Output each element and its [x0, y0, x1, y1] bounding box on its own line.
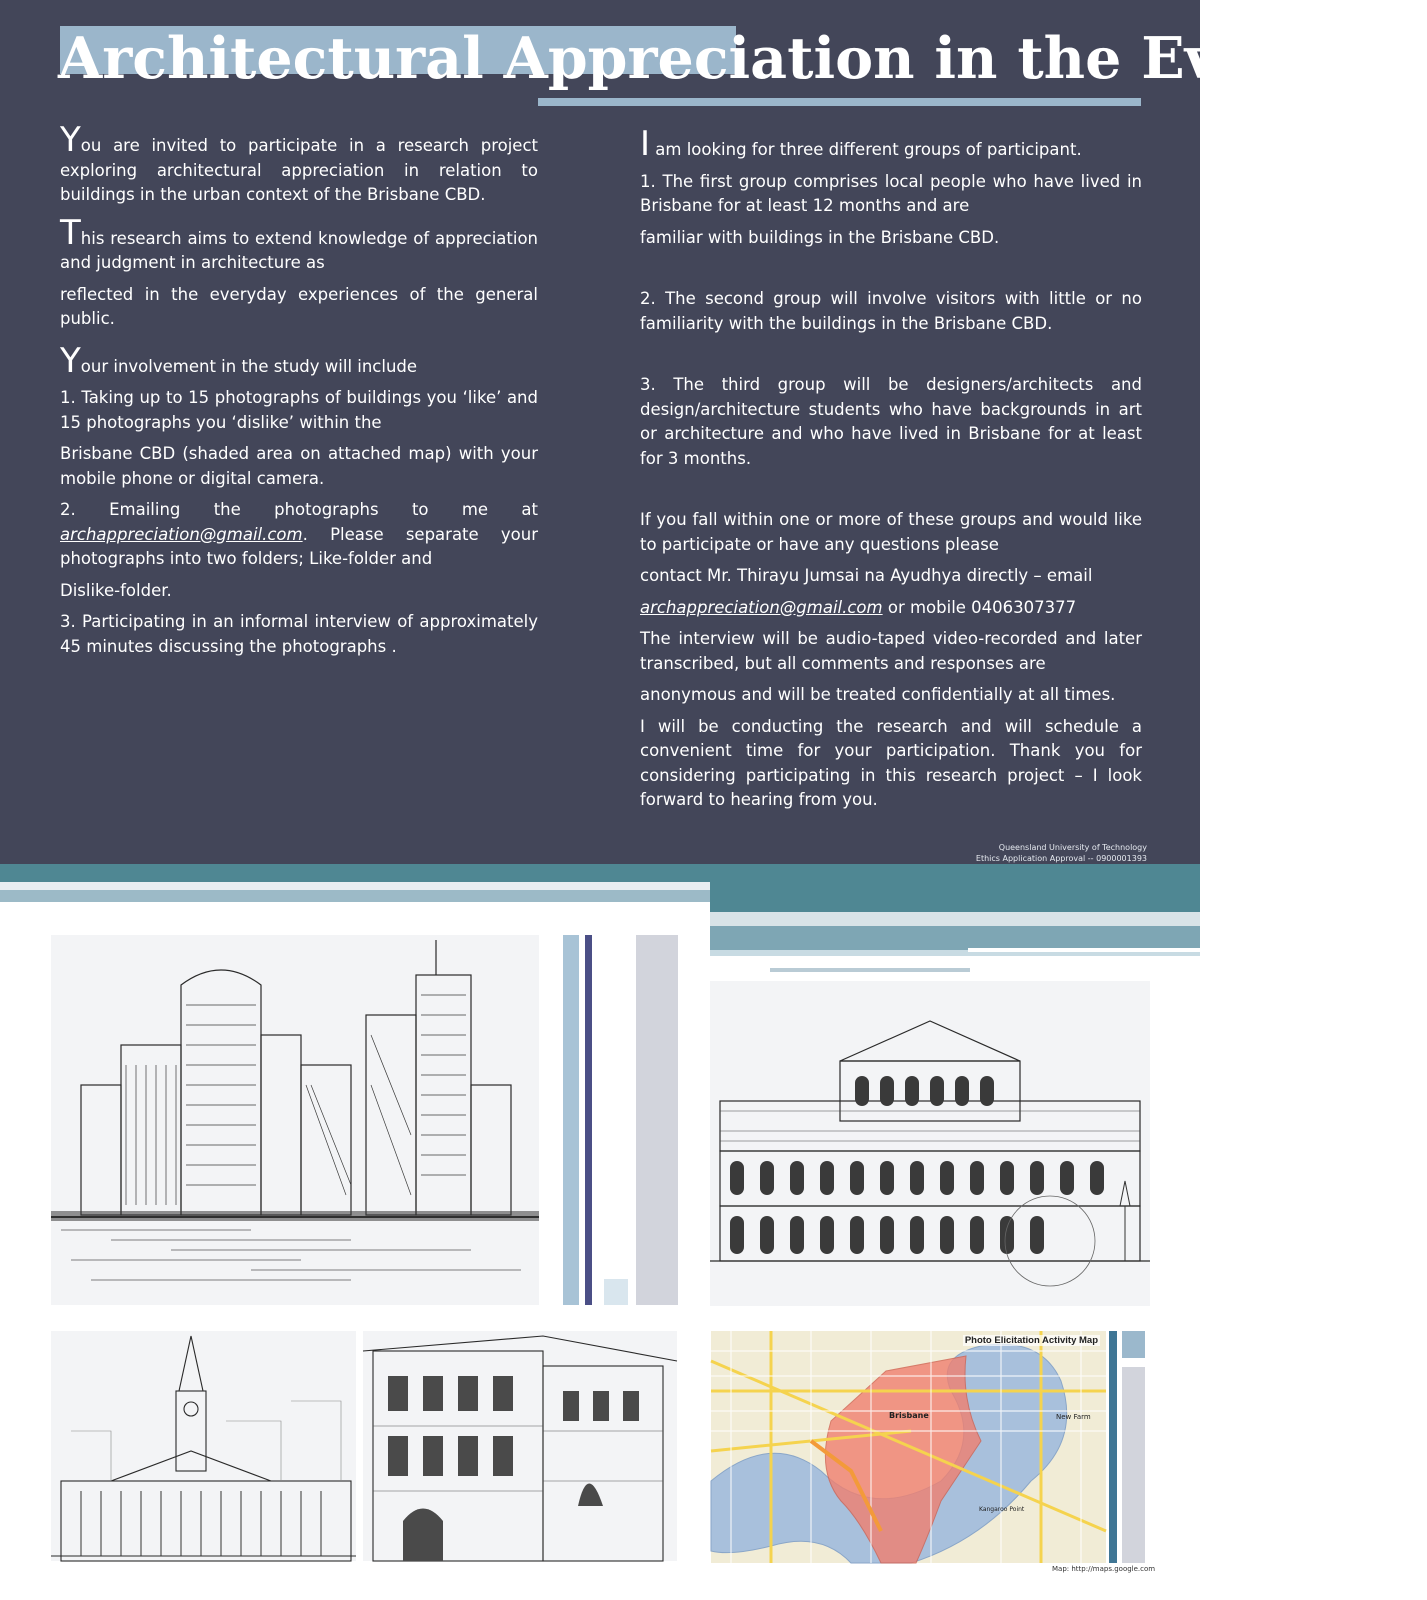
email-link[interactable]: archappreciation@gmail.com: [60, 524, 303, 544]
left-column: [60, 120, 538, 666]
group-1b: familiar with buildings in the Brisbane CBD.: [640, 227, 1000, 247]
decor-bar: [604, 1279, 628, 1305]
map-label: New Farm: [1056, 1413, 1091, 1421]
contact-a: If you fall within one or more of these groups and would like to participate or have any questions please: [640, 510, 1142, 554]
dropcap: I: [640, 124, 651, 164]
contact-c: archappreciation@gmail.com or mobile 0406307377: [640, 597, 1077, 617]
right-column: [640, 124, 1142, 820]
dropcap: Y: [60, 120, 81, 160]
involvement-item-2-end: Dislike-folder.: [60, 580, 172, 600]
group-3: 3. The third group will be designers/architects and design/architecture students who have backgrounds in art or architecture and who have lived in Brisbane for at least for 3 months.: [640, 375, 1142, 468]
intro-paragraph: You are invited to participate in a research project exploring architectural appreciation in relation to buildings in the urban context of the Brisbane CBD.: [60, 120, 538, 204]
city-hall-sketch: [51, 1331, 356, 1561]
groups-intro: I am looking for three different groups of participant.: [640, 124, 1082, 164]
divider-band: [0, 882, 710, 890]
map-title: Photo Elicitation Activity Map: [964, 1335, 1098, 1346]
title-underline: [538, 98, 1141, 106]
decor-bar: [585, 935, 592, 1305]
page-title: Architectural Appreciation in the Everyday: [58, 25, 1427, 92]
divider-band: [710, 926, 1200, 950]
decor-bar: [563, 935, 579, 1305]
involvement-item-1b: Brisbane CBD (shaded area on attached map) with your mobile phone or digital camera.: [60, 444, 538, 488]
involvement-item-3: 3. Participating in an informal interview of approximately 45 minutes discussing the photographs .: [60, 612, 538, 656]
decor-bar: [1122, 1331, 1145, 1358]
involvement-heading: Your involvement in the study will include: [60, 340, 418, 381]
dropcap: T: [60, 212, 81, 253]
dropcap: Y: [60, 340, 81, 381]
involvement-item-2: 2. Emailing the photographs to me at archappreciation@gmail.com. Please separate your photographs into two folders; Like-folder and: [60, 500, 538, 568]
group-1a: 1. The first group comprises local people who have lived in Brisbane for at least 12 months and are: [640, 171, 1142, 215]
map-credit: Map: http://maps.google.com: [1052, 1565, 1156, 1573]
skyline-sketch: [51, 935, 539, 1305]
facade-sketch: [363, 1331, 677, 1561]
ethics-approval: Queensland University of Technology Ethics Application Approval -- 0900001393: [975, 843, 1147, 864]
divider-band: [710, 882, 1200, 912]
treasury-sketch: [710, 981, 1150, 1306]
divider-band: [0, 864, 1200, 882]
divider-band: [710, 912, 1200, 926]
divider-line: [770, 968, 970, 972]
divider-band: [0, 890, 710, 902]
map-label: Brisbane: [889, 1411, 929, 1420]
decor-bar: [636, 935, 678, 1305]
contact-email-link[interactable]: archappreciation@gmail.com: [640, 597, 883, 617]
aim-paragraph: This research aims to extend knowledge of appreciation and judgment in architecture as: [60, 212, 538, 272]
group-2: 2. The second group will involve visitors with little or no familiarity with the buildings in the Brisbane CBD.: [640, 289, 1142, 333]
involvement-item-1a: 1. Taking up to 15 photographs of buildings you ‘like’ and 15 photographs you ‘dislike’ within the: [60, 388, 538, 432]
decor-bar: [1122, 1367, 1145, 1563]
cbd-map: [711, 1331, 1106, 1563]
interview-a: The interview will be audio-taped video-recorded and later transcribed, but all comments and responses are: [640, 629, 1142, 673]
contact-b: contact Mr. Thirayu Jumsai na Ayudhya directly – email: [640, 566, 1093, 585]
map-label: Kangaroo Point: [979, 1506, 1025, 1513]
interview-b: anonymous and will be treated confidentially at all times.: [640, 685, 1116, 704]
divider-line: [968, 948, 1200, 952]
decor-bar: [1109, 1331, 1117, 1563]
closing-paragraph: I will be conducting the research and will schedule a convenient time for your participation. Thank you for considering participating in this research project – I look forward to hearing from you.: [640, 716, 1142, 809]
aim-paragraph-cont: reflected in the everyday experiences of the general public.: [60, 284, 538, 328]
